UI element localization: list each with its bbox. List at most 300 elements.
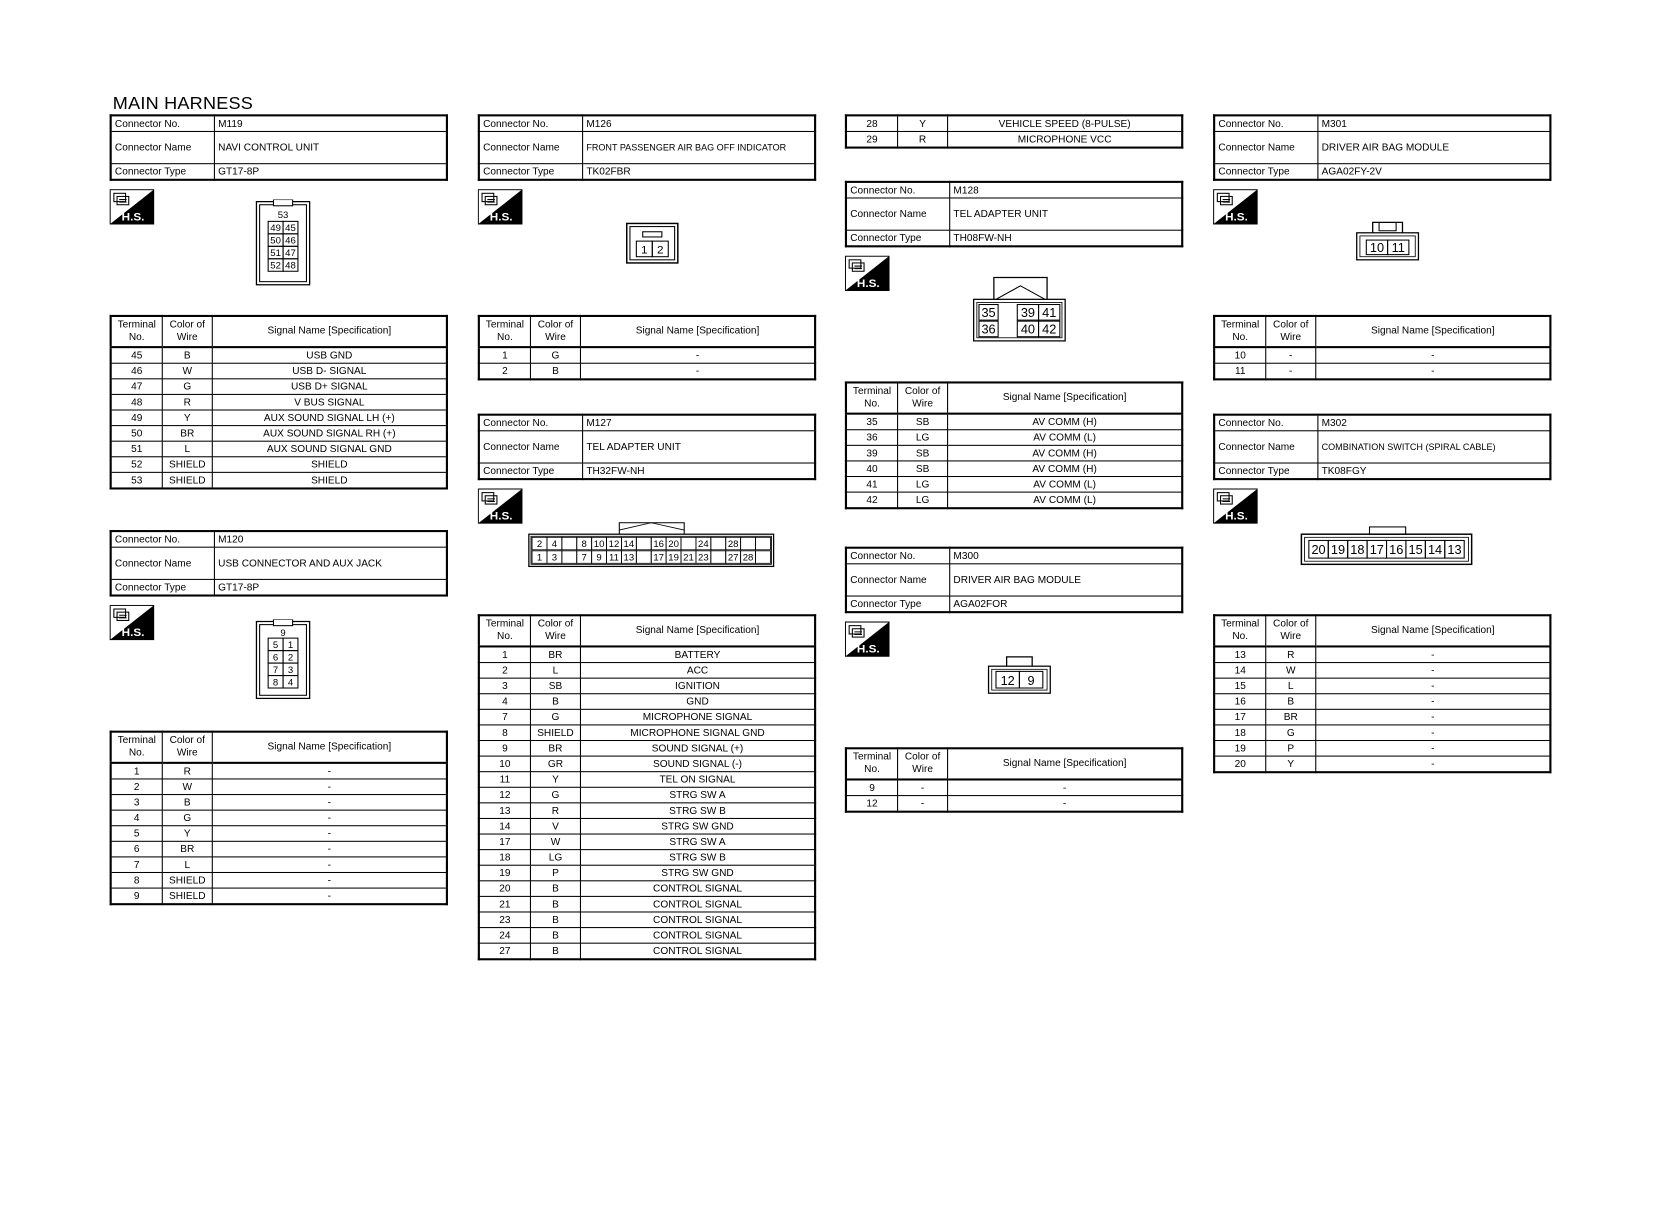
table-row <box>1214 709 1550 725</box>
table-row <box>111 347 447 363</box>
terminal-table-m302 <box>1213 614 1551 773</box>
terminal-table-m300 <box>845 747 1183 812</box>
table-row <box>479 709 815 725</box>
pin-label: 3 <box>287 665 294 676</box>
wire-color-cell: LG <box>898 492 948 508</box>
wire-color-cell: LG <box>530 850 580 866</box>
terminal-no-cell: 3 <box>111 795 163 811</box>
terminal-no-header: Terminal No. <box>1214 316 1266 347</box>
pin-grid <box>268 221 298 271</box>
signal-name-cell: - <box>212 841 447 857</box>
table-row <box>479 834 815 850</box>
terminal-no-cell: 42 <box>846 492 898 508</box>
connector-no-value: M127 <box>583 415 816 431</box>
table-row <box>111 872 447 888</box>
terminal-no-cell: 5 <box>111 826 163 842</box>
connector-type-label: Connector Type <box>479 463 583 479</box>
pin-label: 13 <box>623 552 635 564</box>
table-row <box>1214 678 1550 694</box>
connector-no-value: M119 <box>214 115 447 131</box>
table-row <box>479 943 815 959</box>
table-row <box>1214 663 1550 679</box>
pin-label: 36 <box>981 322 996 337</box>
signal-name-cell: - <box>212 857 447 873</box>
terminal-no-cell: 28 <box>846 115 898 131</box>
wire-color-cell: - <box>1266 347 1316 363</box>
color-of-wire-header: Color of Wire <box>530 615 580 646</box>
pin-label: 18 <box>1350 543 1365 557</box>
terminal-no-cell: 18 <box>1214 725 1266 741</box>
table-row <box>479 347 815 363</box>
table-row <box>846 131 1182 147</box>
pin-label: 4 <box>287 677 294 689</box>
terminal-no-cell: 41 <box>846 477 898 493</box>
table-row <box>479 678 815 694</box>
signal-name-cell: V BUS SIGNAL <box>212 394 447 410</box>
signal-name-cell: AUX SOUND SIGNAL GND <box>212 441 447 457</box>
terminal-table-m120 <box>110 731 448 906</box>
pin-label: 5 <box>272 640 279 651</box>
signal-name-cell: - <box>1316 678 1551 694</box>
signal-name-cell: STRG SW GND <box>580 865 815 881</box>
terminal-no-cell: 40 <box>846 461 898 477</box>
pin-label: 49 <box>270 223 281 235</box>
connector-name-value: TEL ADAPTER UNIT <box>583 431 816 463</box>
wire-color-cell: LG <box>898 430 948 446</box>
terminal-no-cell: 21 <box>479 896 531 912</box>
connector-type-value: GT17-8P <box>214 579 447 595</box>
color-of-wire-header: Color of Wire <box>898 382 948 413</box>
connector-no-value: M301 <box>1318 115 1551 131</box>
wire-color-cell: R <box>898 131 948 147</box>
table-row <box>479 756 815 772</box>
wire-color-cell: B <box>530 896 580 912</box>
connector-face-m119 <box>255 200 310 287</box>
pin-label: 40 <box>1020 322 1036 337</box>
table-row <box>111 394 447 410</box>
pin-label: 9 <box>1027 674 1035 688</box>
connector-face-m120 <box>255 619 310 700</box>
pin-label: 15 <box>1408 543 1423 557</box>
signal-name-header: Signal Name [Specification] <box>948 748 1183 779</box>
terminal-no-header: Terminal No. <box>1214 615 1266 646</box>
connector-no-label: Connector No. <box>1214 415 1318 431</box>
table-row <box>479 772 815 788</box>
connector-info-m302 <box>1213 414 1551 481</box>
table-row <box>846 445 1182 461</box>
pin-label: 8 <box>272 677 279 689</box>
terminal-no-header: Terminal No. <box>479 615 531 646</box>
terminal-no-cell: 48 <box>111 394 163 410</box>
hs-icon <box>478 488 523 523</box>
pin-cell <box>562 537 577 549</box>
table-row <box>479 663 815 679</box>
pin-label: 14 <box>623 539 635 551</box>
connector-name-value: TEL ADAPTER UNIT <box>950 198 1183 230</box>
pin-label: 10 <box>593 539 605 551</box>
terminal-no-cell: 17 <box>1214 709 1266 725</box>
table-row <box>846 492 1182 508</box>
pin-label: 39 <box>1020 306 1036 320</box>
signal-name-cell: - <box>580 347 815 363</box>
wire-color-cell: W <box>162 779 212 795</box>
wire-color-cell: SB <box>898 445 948 461</box>
terminal-no-cell: 52 <box>111 457 163 473</box>
signal-name-cell: MICROPHONE SIGNAL <box>580 709 815 725</box>
signal-name-cell: STRG SW B <box>580 803 815 819</box>
pin-label: 23 <box>698 552 709 564</box>
wire-color-cell: G <box>530 709 580 725</box>
terminal-no-cell: 23 <box>479 912 531 928</box>
signal-name-cell: USB GND <box>212 347 447 363</box>
wire-color-cell: G <box>162 379 212 395</box>
pin-label: 2 <box>657 244 664 257</box>
table-row <box>479 646 815 662</box>
terminal-no-cell: 2 <box>479 663 531 679</box>
wire-color-cell: SB <box>898 414 948 430</box>
wire-color-cell: G <box>530 787 580 803</box>
table-row <box>846 477 1182 493</box>
connector-no-value: M300 <box>950 548 1183 564</box>
connector-type-value: AGA02FOR <box>950 596 1183 612</box>
pin-label: 1 <box>641 244 648 257</box>
pin-label: 48 <box>285 260 296 272</box>
wire-color-cell: W <box>162 363 212 379</box>
connector-no-label: Connector No. <box>479 415 583 431</box>
pin-cell <box>756 551 771 563</box>
pin-label: 42 <box>1042 322 1057 337</box>
connector-face-m301 <box>1356 220 1420 262</box>
connector-type-value: GT17-8P <box>214 164 447 180</box>
connector-info-m301 <box>1213 114 1551 181</box>
terminal-no-cell: 12 <box>846 796 898 812</box>
pin-label: 24 <box>698 539 709 551</box>
wire-color-cell: B <box>530 928 580 944</box>
connector-face-m128 <box>973 274 1069 343</box>
signal-name-cell: CONTROL SIGNAL <box>580 881 815 897</box>
hs-icon <box>478 189 523 224</box>
color-of-wire-header: Color of Wire <box>1266 316 1316 347</box>
connector-type-value: TK08FGY <box>1318 463 1551 479</box>
connector-no-value: M120 <box>214 531 447 547</box>
signal-name-cell: - <box>1316 725 1551 741</box>
terminal-no-cell: 8 <box>479 725 531 741</box>
connector-type-value: TK02FBR <box>583 164 816 180</box>
wire-color-cell: BR <box>530 741 580 757</box>
wire-color-cell: B <box>530 694 580 710</box>
signal-name-header: Signal Name [Specification] <box>948 382 1183 413</box>
table-row <box>479 818 815 834</box>
connector-no-label: Connector No. <box>1214 115 1318 131</box>
pin-label: 19 <box>1330 543 1346 557</box>
terminal-table-m127 <box>478 614 816 960</box>
wire-color-cell: B <box>530 363 580 379</box>
wire-color-cell: B <box>530 943 580 959</box>
table-row <box>111 888 447 904</box>
table-row <box>111 426 447 442</box>
pin-label: 35 <box>981 306 996 320</box>
table-row <box>1214 741 1550 757</box>
table-row <box>111 379 447 395</box>
pin-label: 1 <box>536 552 543 564</box>
table-row <box>111 841 447 857</box>
connector-info-m120 <box>110 530 448 597</box>
pin-label: 11 <box>609 552 619 564</box>
wire-color-cell: B <box>162 347 212 363</box>
wire-color-cell: BR <box>530 646 580 662</box>
terminal-no-cell: 9 <box>111 888 163 904</box>
signal-name-cell: - <box>212 810 447 826</box>
wire-color-cell: R <box>162 394 212 410</box>
terminal-no-cell: 11 <box>1214 363 1266 379</box>
pin-label: 10 <box>1369 241 1385 255</box>
wire-color-cell: B <box>530 881 580 897</box>
signal-name-header: Signal Name [Specification] <box>1316 615 1551 646</box>
hs-label: H.S. <box>121 211 145 224</box>
pin-label: 28 <box>727 539 739 551</box>
wire-color-cell: Y <box>530 772 580 788</box>
signal-name-cell: - <box>1316 709 1551 725</box>
hs-label: H.S. <box>489 510 513 523</box>
table-row <box>479 694 815 710</box>
table-row <box>1214 694 1550 710</box>
terminal-no-cell: 46 <box>111 363 163 379</box>
table-row <box>1214 347 1550 363</box>
wire-color-cell: - <box>1266 363 1316 379</box>
connector-face-m127 <box>528 520 775 568</box>
hs-label: H.S. <box>1225 510 1248 523</box>
terminal-no-cell: 1 <box>111 763 163 779</box>
pin-label: 2 <box>536 539 543 551</box>
pin-label: 2 <box>287 652 294 664</box>
page-title: MAIN HARNESS <box>112 93 254 114</box>
terminal-no-cell: 17 <box>479 834 531 850</box>
pin-cell <box>636 551 651 563</box>
terminal-no-cell: 2 <box>479 363 531 379</box>
pin-label: 19 <box>668 552 679 564</box>
table-row <box>111 410 447 426</box>
table-row <box>1214 363 1550 379</box>
pin-label: 7 <box>581 552 587 564</box>
hs-label: H.S. <box>121 627 145 640</box>
pin-label: 12 <box>1000 674 1015 688</box>
signal-name-cell: - <box>212 888 447 904</box>
pin-label: 45 <box>285 223 296 235</box>
pin-label: 16 <box>1389 543 1404 557</box>
terminal-no-cell: 1 <box>479 646 531 662</box>
table-row <box>479 803 815 819</box>
signal-name-cell: MICROPHONE VCC <box>948 131 1183 147</box>
wire-color-cell: G <box>530 347 580 363</box>
terminal-no-cell: 53 <box>111 472 163 488</box>
pin-label: 50 <box>270 235 281 247</box>
signal-name-cell: - <box>212 795 447 811</box>
signal-name-cell: - <box>1316 347 1551 363</box>
pin-label: 52 <box>270 260 281 272</box>
hs-icon <box>845 256 890 291</box>
wire-color-cell: Y <box>162 826 212 842</box>
table-row <box>111 763 447 779</box>
table-row <box>1214 725 1550 741</box>
terminal-no-cell: 14 <box>1214 663 1266 679</box>
pin-label: 41 <box>1042 306 1057 320</box>
terminal-no-cell: 29 <box>846 131 898 147</box>
pin-cell <box>681 537 696 549</box>
pin-label: 13 <box>1447 543 1462 557</box>
wire-color-cell: B <box>530 912 580 928</box>
hs-icon <box>1213 488 1258 523</box>
connector-no-label: Connector No. <box>846 182 950 198</box>
terminal-no-cell: 27 <box>479 943 531 959</box>
connector-type-label: Connector Type <box>479 164 583 180</box>
connector-face-m300 <box>987 655 1051 694</box>
terminal-no-cell: 10 <box>1214 347 1266 363</box>
wire-color-cell: SHIELD <box>162 457 212 473</box>
pin-cell <box>562 551 577 563</box>
connector-info-m126 <box>478 114 816 181</box>
table-row <box>479 912 815 928</box>
hs-icon <box>1213 189 1258 224</box>
terminal-no-header: Terminal No. <box>111 732 163 763</box>
connector-name-label: Connector Name <box>479 431 583 463</box>
terminal-no-cell: 24 <box>479 928 531 944</box>
pin-cell <box>756 537 771 549</box>
signal-name-cell: MICROPHONE SIGNAL GND <box>580 725 815 741</box>
pin-cell <box>636 537 651 549</box>
terminal-no-cell: 19 <box>479 865 531 881</box>
connector-no-label: Connector No. <box>846 548 950 564</box>
terminal-no-cell: 18 <box>479 850 531 866</box>
signal-name-cell: - <box>1316 756 1551 772</box>
signal-name-cell: SOUND SIGNAL (-) <box>580 756 815 772</box>
connector-name-label: Connector Name <box>111 131 215 163</box>
color-of-wire-header: Color of Wire <box>1266 615 1316 646</box>
signal-name-header: Signal Name [Specification] <box>580 615 815 646</box>
terminal-no-cell: 50 <box>111 426 163 442</box>
terminal-table-m301 <box>1213 315 1551 380</box>
wire-color-cell: Y <box>1266 756 1316 772</box>
wire-color-cell: R <box>1266 646 1316 662</box>
connector-no-value: M126 <box>583 115 816 131</box>
pin-label: 14 <box>1427 543 1443 557</box>
pin-label: 20 <box>668 539 679 551</box>
wire-color-cell: L <box>162 441 212 457</box>
signal-name-cell: STRG SW GND <box>580 818 815 834</box>
signal-name-cell: CONTROL SIGNAL <box>580 912 815 928</box>
terminal-no-cell: 9 <box>846 779 898 795</box>
pin-label: 28 <box>742 552 754 564</box>
signal-name-cell: - <box>212 826 447 842</box>
pin-cell <box>711 537 726 549</box>
terminal-table-m127-continued <box>845 114 1183 148</box>
terminal-no-cell: 12 <box>479 787 531 803</box>
signal-name-cell: STRG SW A <box>580 787 815 803</box>
terminal-no-cell: 49 <box>111 410 163 426</box>
hs-icon <box>110 189 155 224</box>
wire-color-cell: G <box>162 810 212 826</box>
connector-type-value: AGA02FY-2V <box>1318 164 1551 180</box>
pin-label: 16 <box>653 539 664 551</box>
signal-name-cell: - <box>1316 363 1551 379</box>
table-row <box>111 457 447 473</box>
signal-name-cell: CONTROL SIGNAL <box>580 928 815 944</box>
table-row <box>479 896 815 912</box>
wire-color-cell: GR <box>530 756 580 772</box>
wire-color-cell: LG <box>898 477 948 493</box>
wire-color-cell: Y <box>898 115 948 131</box>
color-of-wire-header: Color of Wire <box>898 748 948 779</box>
color-of-wire-header: Color of Wire <box>530 316 580 347</box>
connector-name-value: COMBINATION SWITCH (SPIRAL CABLE) <box>1318 431 1551 463</box>
wire-color-cell: Y <box>162 410 212 426</box>
terminal-no-cell: 39 <box>846 445 898 461</box>
pin-label: 47 <box>285 248 296 260</box>
connector-type-label: Connector Type <box>1214 463 1318 479</box>
signal-name-cell: AV COMM (H) <box>948 445 1183 461</box>
hs-label: H.S. <box>856 643 880 656</box>
wire-color-cell: BR <box>162 426 212 442</box>
wire-color-cell: R <box>530 803 580 819</box>
terminal-no-cell: 13 <box>1214 646 1266 662</box>
signal-name-cell: USB D+ SIGNAL <box>212 379 447 395</box>
signal-name-cell: - <box>948 779 1183 795</box>
terminal-no-cell: 10 <box>479 756 531 772</box>
wire-color-cell: P <box>530 865 580 881</box>
wire-color-cell: P <box>1266 741 1316 757</box>
signal-name-cell: - <box>948 796 1183 812</box>
signal-name-cell: CONTROL SIGNAL <box>580 896 815 912</box>
signal-name-cell: - <box>1316 646 1551 662</box>
terminal-no-header: Terminal No. <box>846 382 898 413</box>
wire-color-cell: L <box>162 857 212 873</box>
terminal-table-m128 <box>845 381 1183 509</box>
table-row <box>1214 646 1550 662</box>
terminal-no-cell: 4 <box>111 810 163 826</box>
connector-name-label: Connector Name <box>1214 131 1318 163</box>
pin-label: 17 <box>1369 543 1384 557</box>
signal-name-cell: AV COMM (L) <box>948 477 1183 493</box>
connector-no-value: M128 <box>950 182 1183 198</box>
table-row <box>846 414 1182 430</box>
signal-name-cell: AUX SOUND SIGNAL LH (+) <box>212 410 447 426</box>
terminal-no-cell: 8 <box>111 872 163 888</box>
terminal-no-cell: 16 <box>1214 694 1266 710</box>
signal-name-cell: - <box>212 763 447 779</box>
signal-name-cell: CONTROL SIGNAL <box>580 943 815 959</box>
hs-label: H.S. <box>489 211 513 224</box>
pin-label: 4 <box>551 539 558 551</box>
pin-label: 53 <box>277 210 289 222</box>
pin-cell <box>741 537 756 549</box>
connector-name-label: Connector Name <box>1214 431 1318 463</box>
wire-color-cell: B <box>1266 694 1316 710</box>
table-row <box>479 850 815 866</box>
wire-color-cell: - <box>898 796 948 812</box>
terminal-no-cell: 15 <box>1214 678 1266 694</box>
terminal-table-m126 <box>478 315 816 380</box>
color-of-wire-header: Color of Wire <box>162 732 212 763</box>
table-row <box>479 881 815 897</box>
connector-type-label: Connector Type <box>111 579 215 595</box>
wire-color-cell: - <box>898 779 948 795</box>
connector-name-value: USB CONNECTOR AND AUX JACK <box>214 547 447 579</box>
color-of-wire-header: Color of Wire <box>162 316 212 347</box>
table-row <box>111 826 447 842</box>
connector-no-label: Connector No. <box>111 531 215 547</box>
terminal-no-header: Terminal No. <box>479 316 531 347</box>
connector-name-label: Connector Name <box>846 198 950 230</box>
table-row <box>479 741 815 757</box>
